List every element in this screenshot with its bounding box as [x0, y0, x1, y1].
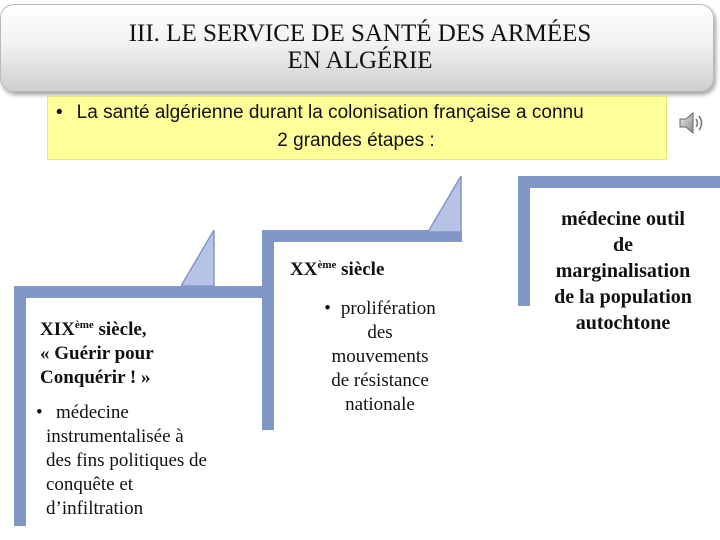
step3-line2: de: [613, 234, 633, 256]
step1-body-line1: médecine: [56, 402, 129, 423]
step3-text: [528, 206, 718, 336]
intro-text-line2: 2 grandes étapes :: [277, 130, 435, 151]
slide-title: [0, 20, 720, 74]
step1-heading-line3: Conquérir ! »: [40, 367, 151, 388]
step2-heading-century: XX: [290, 259, 318, 280]
step1-heading: [40, 313, 230, 390]
step2-corner-triangle: [428, 176, 464, 232]
step2-body-line5: nationale: [345, 394, 415, 415]
step1-body: [36, 401, 276, 521]
step1-body-line5: d’infiltration: [46, 498, 144, 519]
step1-body-line4: conquête et: [46, 474, 134, 495]
step3-line4: de la population: [554, 286, 692, 308]
step2-body-line2: des: [367, 322, 393, 343]
step2-body-line1: prolifération: [340, 298, 436, 319]
step2-bullet: •: [324, 298, 331, 319]
step2-heading: [290, 259, 450, 281]
step2-heading-rest: siècle: [336, 259, 385, 280]
intro-text-line1: La santé algérienne durant la colonisation française a connu: [76, 102, 584, 123]
step3-line5: autochtone: [575, 312, 671, 334]
step1-heading-century: XIX: [40, 319, 75, 340]
slide-title-line2: EN ALGÉRIE: [287, 47, 433, 74]
step1-heading-rest: siècle,: [93, 319, 147, 340]
step2-heading-sup: ème: [317, 259, 337, 271]
step1-heading-sup: ème: [74, 319, 94, 331]
step1-corner-triangle: [181, 230, 217, 286]
step3-line1: médecine outil: [561, 208, 685, 230]
step2-body-line3: mouvements: [331, 346, 429, 367]
step1-bullet: •: [36, 402, 43, 423]
step2-body: [305, 297, 455, 417]
step1-body-line2: instrumentalisée à: [46, 426, 184, 447]
intro-line1: [56, 101, 656, 125]
step1-body-line3: des fins politiques de: [46, 450, 207, 471]
slide-title-line1: III. LE SERVICE DE SANTÉ DES ARMÉES: [128, 20, 592, 47]
speaker-icon[interactable]: [678, 110, 706, 136]
intro-bullet: •: [56, 102, 63, 123]
step1-heading-line2: « Guérir pour: [40, 343, 154, 364]
step2-body-line4: de résistance: [331, 370, 429, 391]
step3-line3: marginalisation: [555, 260, 691, 282]
